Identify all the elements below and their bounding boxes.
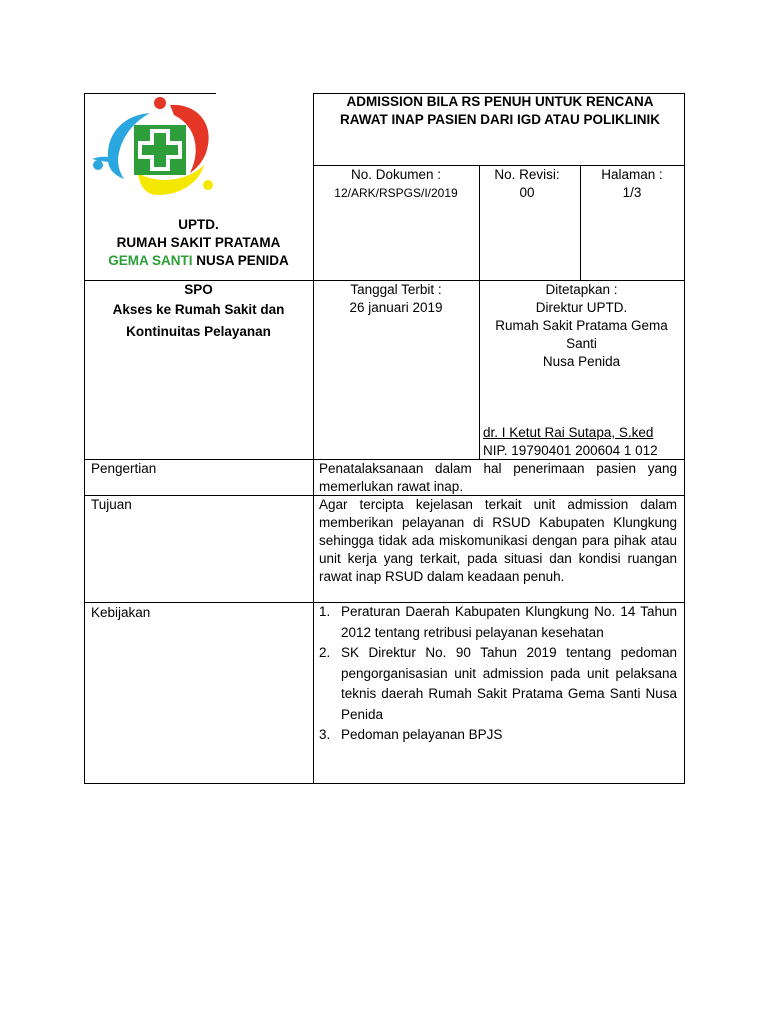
approval-line3: Santi <box>566 336 597 351</box>
issue-date-label: Tanggal Terbit : <box>350 282 442 297</box>
spo-label: SPO <box>184 282 213 297</box>
revision-cell <box>479 166 575 202</box>
list-item <box>313 725 677 746</box>
approval-line1: Direktur UPTD. <box>535 300 628 315</box>
tujuan-text: Agar tercipta kejelasan terkait unit admission dalam memberikan pelayanan di RSUD Kabupaten Klungkung sehingga tidak ada miskomunikasi dengan para pihak atau unit kerja yang terkait, pada situasi dan kondisi ruangan rawat inap RSUD dalam keadaan penuh. <box>319 497 677 584</box>
list-item <box>313 643 677 725</box>
hospital-name <box>84 216 313 270</box>
signer-block <box>483 424 683 460</box>
cross-people-logo-icon <box>88 93 218 198</box>
signer-name: dr. I Ketut Rai Sutapa, S.ked <box>483 425 654 440</box>
tujuan-label: Tujuan <box>91 497 132 512</box>
issue-date-cell <box>313 281 479 317</box>
approval-line4: Nusa Penida <box>542 354 621 369</box>
kebijakan-label: Kebijakan <box>91 605 151 620</box>
hospital-name-line2: RUMAH SAKIT PRATAMA <box>116 235 281 250</box>
list-item-number: 2. <box>319 645 331 660</box>
signer-nip: NIP. 19790401 200604 1 012 <box>483 443 658 458</box>
approval-line2: Rumah Sakit Pratama Gema <box>495 318 668 333</box>
revision-value: 00 <box>519 185 535 200</box>
hospital-name-line3 <box>84 252 313 270</box>
list-item <box>313 602 677 643</box>
spo-cell <box>84 281 313 343</box>
document-title: ADMISSION BILA RS PENUH UNTUK RENCANA RAWAT INAP PASIEN DARI IGD ATAU POLIKLINIK <box>339 94 660 127</box>
kebijakan-list <box>313 602 677 746</box>
hospital-name-green: GEMA SANTI <box>108 253 193 268</box>
list-item-text: Pedoman pelayanan BPJS <box>341 727 503 742</box>
list-item-text: Peraturan Daerah Kabupaten Klungkung No. 14 Tahun 2012 tentang retribusi pelayanan kesehatan <box>341 604 677 640</box>
list-item-number: 1. <box>319 604 331 619</box>
table-bottom-border <box>84 783 685 784</box>
approval-cell <box>479 281 684 371</box>
hospital-name-rest: NUSA PENIDA <box>192 253 289 268</box>
spo-subtitle-line2: Kontinuitas Pelayanan <box>126 324 271 339</box>
issue-date-value: 26 januari 2019 <box>349 300 443 315</box>
page-value: 1/3 <box>622 185 642 200</box>
hospital-name-line1: UPTD. <box>178 217 219 232</box>
pengertian-label: Pengertian <box>91 461 157 476</box>
doc-number-value: 12/ARK/RSPGS/I/2019 <box>334 186 458 200</box>
table-right-border <box>684 93 685 783</box>
list-item-text: SK Direktur No. 90 Tahun 2019 tentang pedoman pengorganisasian unit admission pada unit pelaksana teknis daerah Rumah Sakit Pratama Gema Santi Nusa Penida <box>341 645 677 722</box>
page-label: Halaman : <box>601 167 663 182</box>
page-cell <box>580 166 684 202</box>
doc-number-label: No. Dokumen : <box>350 167 442 182</box>
pengertian-text: Penatalaksanaan dalam hal penerimaan pasien yang memerlukan rawat inap. <box>319 461 677 494</box>
revision-label: No. Revisi: <box>494 167 560 182</box>
table-left-border <box>84 93 85 783</box>
approval-label: Ditetapkan : <box>545 282 618 297</box>
list-item-number: 3. <box>319 727 331 742</box>
hospital-logo <box>88 93 218 198</box>
spo-subtitle-line1: Akses ke Rumah Sakit dan <box>112 302 285 317</box>
doc-number-cell <box>313 166 479 202</box>
